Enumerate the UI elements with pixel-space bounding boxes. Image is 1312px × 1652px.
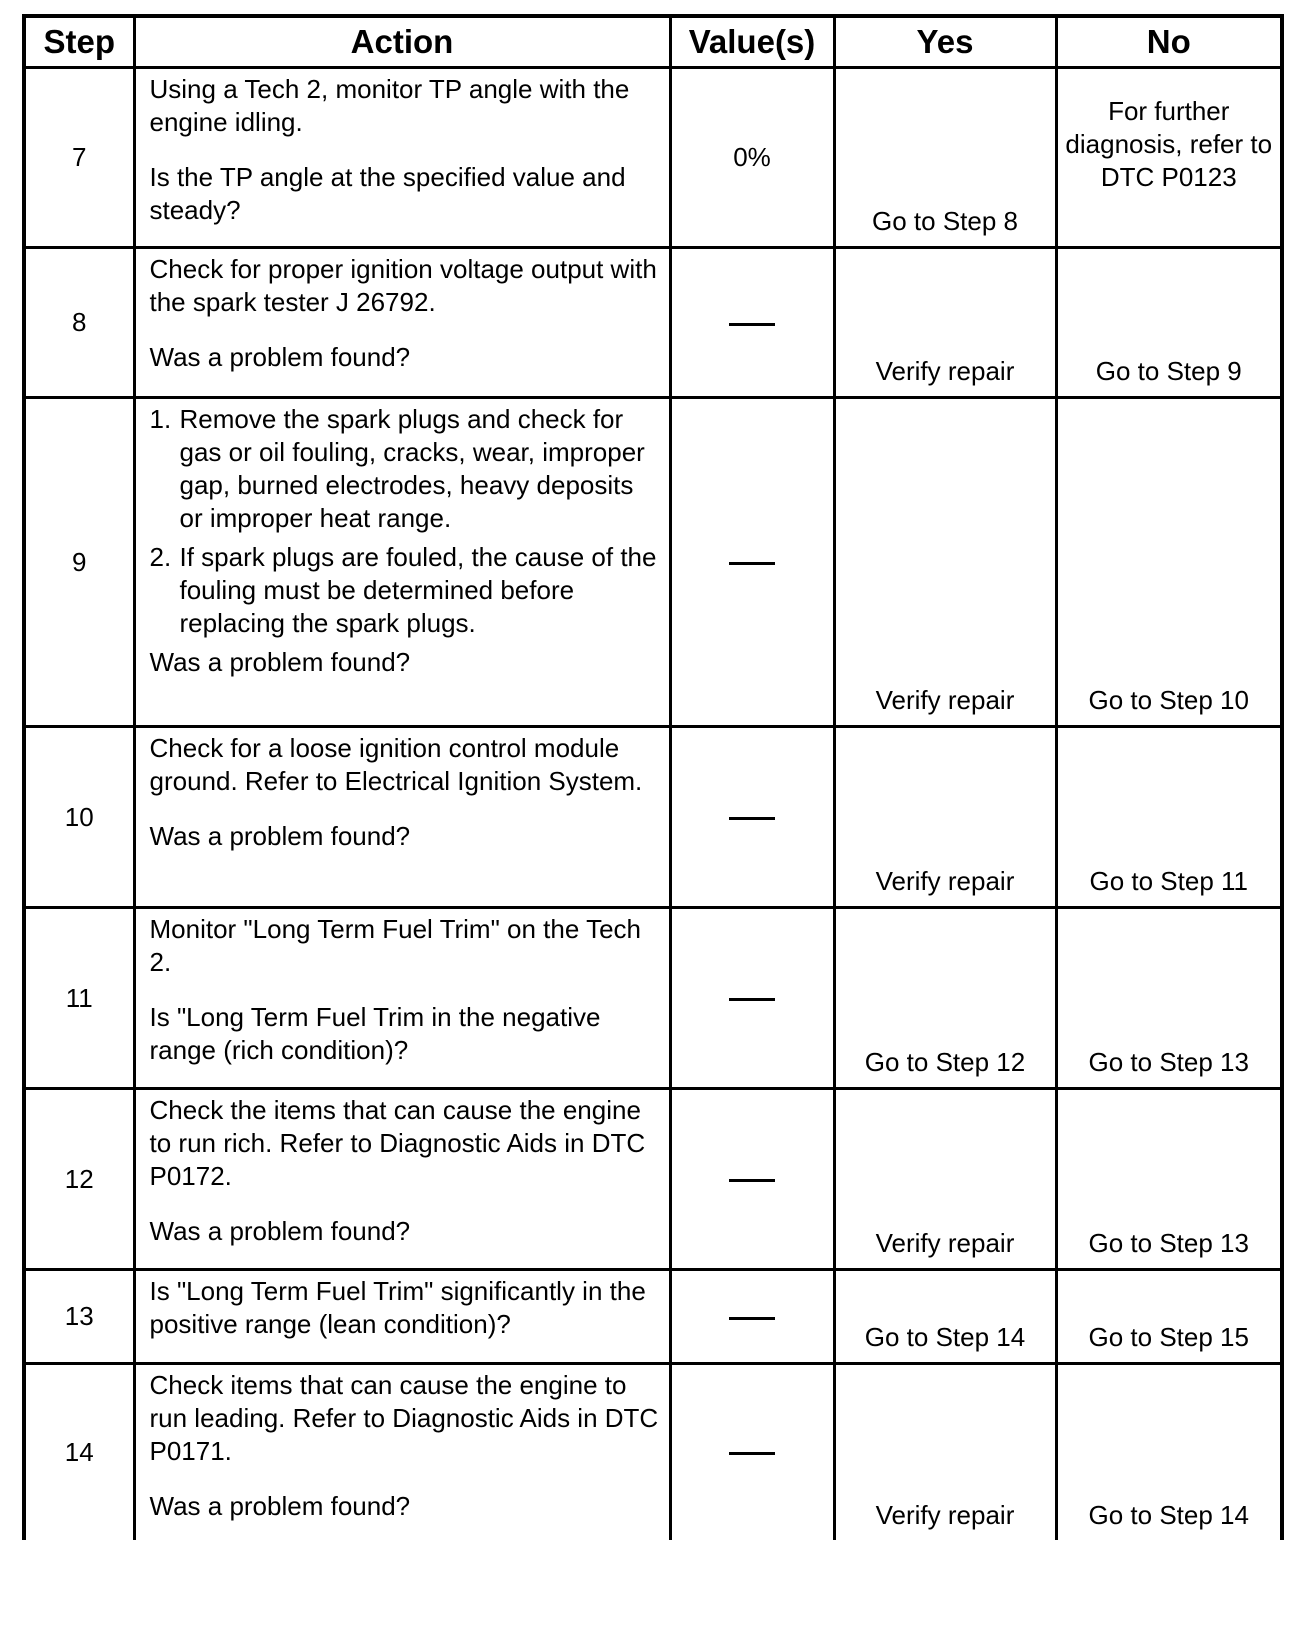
value-cell: 0% bbox=[670, 68, 834, 248]
value-cell bbox=[670, 248, 834, 398]
table-row bbox=[24, 1089, 1282, 1270]
action-cell bbox=[134, 727, 670, 908]
action-text: Check for a loose ignition control module ground. Refer to Electrical Ignition System. bbox=[149, 733, 643, 796]
action-cell bbox=[134, 1364, 670, 1540]
value-dash bbox=[729, 998, 775, 1001]
value-dash bbox=[729, 1452, 775, 1455]
no-cell: Go to Step 9 bbox=[1056, 248, 1282, 398]
header-action: Action bbox=[134, 16, 670, 68]
yes-cell: Verify repair bbox=[834, 1364, 1056, 1540]
action-cell bbox=[134, 68, 670, 248]
action-text: Monitor "Long Term Fuel Trim" on the Tech 2. bbox=[149, 914, 641, 977]
step-number: 7 bbox=[24, 68, 134, 248]
step-number: 10 bbox=[24, 727, 134, 908]
header-row bbox=[24, 16, 1282, 68]
action-list bbox=[150, 403, 659, 640]
value-dash bbox=[729, 1317, 775, 1320]
table-row bbox=[24, 908, 1282, 1089]
value-dash bbox=[729, 562, 775, 565]
yes-cell: Verify repair bbox=[834, 398, 1056, 727]
table-row bbox=[24, 1364, 1282, 1540]
table-row bbox=[24, 727, 1282, 908]
table-row bbox=[24, 1270, 1282, 1364]
table-row bbox=[24, 248, 1282, 398]
table-row bbox=[24, 68, 1282, 248]
value-cell bbox=[670, 908, 834, 1089]
value-dash bbox=[729, 1179, 775, 1182]
no-cell: For further diagnosis, refer to DTC P0123 bbox=[1056, 68, 1282, 248]
value-cell bbox=[670, 727, 834, 908]
step-number: 11 bbox=[24, 908, 134, 1089]
value-cell bbox=[670, 1089, 834, 1270]
action-cell bbox=[134, 398, 670, 727]
value-cell bbox=[670, 1364, 834, 1540]
action-question: Is "Long Term Fuel Trim in the negative range (rich condition)? bbox=[149, 1002, 601, 1065]
action-text: Check the items that can cause the engine to run rich. Refer to Diagnostic Aids in DTC P0172. bbox=[149, 1095, 646, 1191]
yes-cell: Verify repair bbox=[834, 727, 1056, 908]
action-cell bbox=[134, 908, 670, 1089]
yes-cell: Verify repair bbox=[834, 248, 1056, 398]
list-number: 1. bbox=[149, 404, 172, 434]
list-item bbox=[150, 403, 659, 535]
no-cell: Go to Step 13 bbox=[1056, 1089, 1282, 1270]
action-question: Was a problem found? bbox=[149, 342, 411, 372]
header-values: Value(s) bbox=[670, 16, 834, 68]
yes-cell: Go to Step 14 bbox=[834, 1270, 1056, 1364]
yes-cell: Verify repair bbox=[834, 1089, 1056, 1270]
yes-cell: Go to Step 12 bbox=[834, 908, 1056, 1089]
value-cell bbox=[670, 398, 834, 727]
step-number: 8 bbox=[24, 248, 134, 398]
action-cell bbox=[134, 1089, 670, 1270]
value-dash bbox=[729, 817, 775, 820]
action-question: Is the TP angle at the specified value and steady? bbox=[149, 162, 626, 225]
action-question: Is "Long Term Fuel Trim" significantly in the positive range (lean condition)? bbox=[149, 1276, 646, 1339]
list-text: Remove the spark plugs and check for gas or oil fouling, cracks, wear, improper gap, burned electrodes, heavy deposits or improper heat range. bbox=[179, 404, 645, 533]
list-text: If spark plugs are fouled, the cause of the fouling must be determined before replacing the spark plugs. bbox=[179, 542, 657, 638]
no-cell: Go to Step 13 bbox=[1056, 908, 1282, 1089]
header-step: Step bbox=[24, 16, 134, 68]
step-number: 13 bbox=[24, 1270, 134, 1364]
action-question: Was a problem found? bbox=[149, 821, 411, 851]
no-cell: Go to Step 11 bbox=[1056, 727, 1282, 908]
list-number: 2. bbox=[149, 542, 172, 572]
no-cell: Go to Step 15 bbox=[1056, 1270, 1282, 1364]
header-yes: Yes bbox=[834, 16, 1056, 68]
diagnostic-table bbox=[22, 14, 1284, 1540]
no-cell: Go to Step 10 bbox=[1056, 398, 1282, 727]
action-cell bbox=[134, 248, 670, 398]
header-no: No bbox=[1056, 16, 1282, 68]
step-number: 14 bbox=[24, 1364, 134, 1540]
action-text: Check items that can cause the engine to run leading. Refer to Diagnostic Aids in DTC P0171. bbox=[149, 1370, 659, 1466]
value-cell bbox=[670, 1270, 834, 1364]
action-text: Check for proper ignition voltage output with the spark tester J 26792. bbox=[149, 254, 657, 317]
table-row bbox=[24, 398, 1282, 727]
no-cell: Go to Step 14 bbox=[1088, 1499, 1249, 1530]
value-dash bbox=[729, 323, 775, 326]
action-cell bbox=[134, 1270, 670, 1364]
step-number: 12 bbox=[24, 1089, 134, 1270]
list-item bbox=[150, 541, 659, 640]
yes-cell: Go to Step 8 bbox=[834, 68, 1056, 248]
step-number: 9 bbox=[24, 398, 134, 727]
action-question: Was a problem found? bbox=[149, 647, 411, 677]
action-question: Was a problem found? bbox=[149, 1216, 411, 1246]
action-question: Was a problem found? bbox=[149, 1491, 411, 1521]
action-text: Using a Tech 2, monitor TP angle with the engine idling. bbox=[149, 74, 630, 137]
